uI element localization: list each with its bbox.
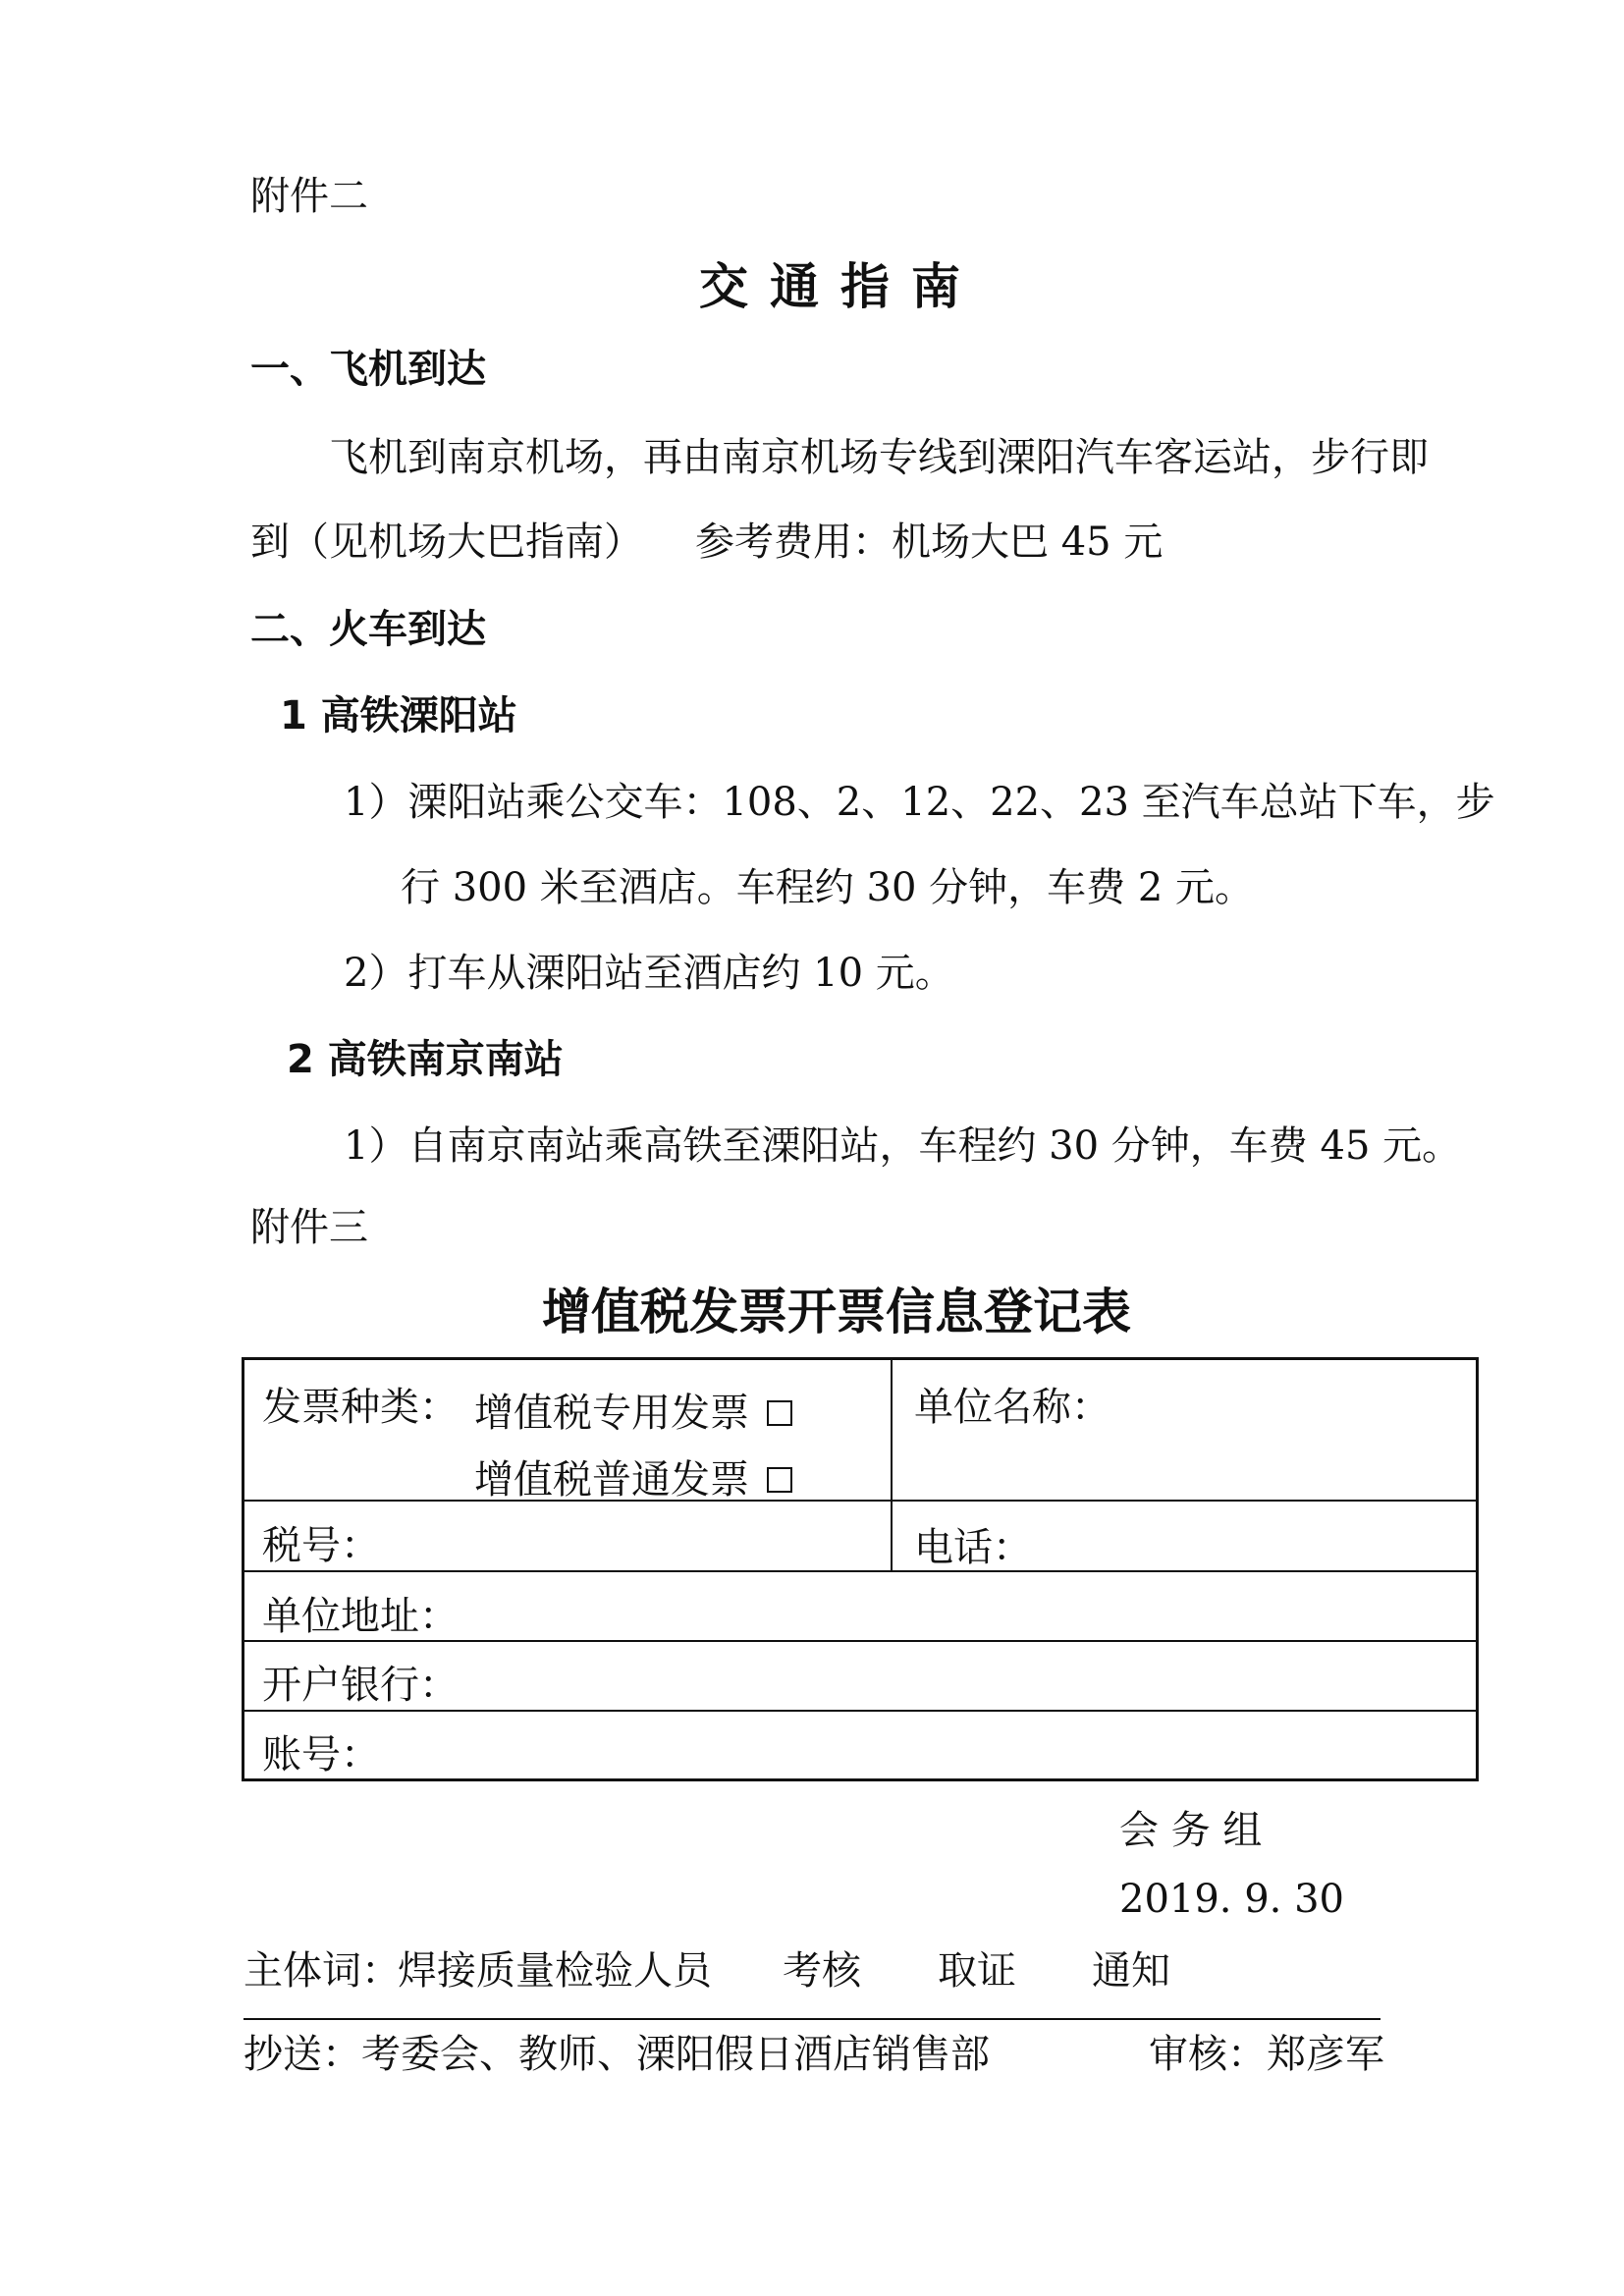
account-label: 账号： xyxy=(262,1732,380,1777)
liyang-item1-line2: 行 300 米至酒店。车程约 30 分钟，车费 2 元。 xyxy=(401,865,1254,910)
footer-divider xyxy=(244,2018,1380,2020)
signoff-org: 会 务 组 xyxy=(1119,1808,1263,1853)
section-heading-plane: 一、飞机到达 xyxy=(250,347,486,392)
invoice-option-special-label: 增值税专用发票 xyxy=(474,1391,749,1436)
keyword-item: 焊接质量检验人员 xyxy=(398,1948,712,1994)
invoice-info-table xyxy=(242,1357,1479,1781)
invoice-type-label: 发票种类： xyxy=(262,1385,459,1430)
plane-text-line2a: 到（见机场大巴指南） xyxy=(250,519,643,565)
attachment-label-2: 附件二 xyxy=(250,174,368,219)
subsection-heading-nanjingnan: 2 高铁南京南站 xyxy=(287,1037,564,1082)
section-heading-train: 二、火车到达 xyxy=(250,607,486,652)
table-row-divider xyxy=(244,1710,1476,1712)
page-title: 交通指南 xyxy=(699,257,982,315)
form-title: 增值税发票开票信息登记表 xyxy=(542,1284,1131,1340)
phone-label: 电话： xyxy=(914,1525,1032,1570)
table-row-divider xyxy=(244,1570,1476,1572)
keyword-item: 通知 xyxy=(1092,1948,1170,1994)
company-name-label: 单位名称： xyxy=(914,1385,1110,1430)
bank-label: 开户银行： xyxy=(262,1663,459,1708)
cc-line: 抄送：考委会、教师、溧阳假日酒店销售部 xyxy=(244,2032,990,2077)
table-row-divider xyxy=(244,1500,1476,1502)
invoice-option-special[interactable] xyxy=(474,1382,792,1438)
normal-invoice-checkbox[interactable] xyxy=(767,1467,792,1493)
attachment-label-3: 附件三 xyxy=(250,1205,368,1250)
invoice-option-normal[interactable] xyxy=(474,1449,792,1504)
signoff-date: 2019. 9. 30 xyxy=(1119,1877,1345,1922)
special-invoice-checkbox[interactable] xyxy=(767,1400,792,1426)
plane-text-line1: 飞机到南京机场，再由南京机场专线到溧阳汽车客运站，步行即 xyxy=(329,435,1429,480)
nanjingnan-item1: 1）自南京南站乘高铁至溧阳站，车程约 30 分钟，车费 45 元。 xyxy=(344,1123,1462,1169)
liyang-item2: 2）打车从溧阳站至酒店约 10 元。 xyxy=(344,951,954,996)
keywords-label: 主体词： xyxy=(244,1948,401,1994)
keyword-item: 取证 xyxy=(938,1948,1016,1994)
plane-text-fee: 参考费用：机场大巴 45 元 xyxy=(695,519,1164,565)
invoice-option-normal-label: 增值税普通发票 xyxy=(474,1457,749,1503)
address-label: 单位地址： xyxy=(262,1594,459,1639)
tax-id-label: 税号： xyxy=(262,1523,380,1568)
reviewer: 审核：郑彦军 xyxy=(1149,2032,1384,2077)
table-column-divider xyxy=(891,1360,893,1570)
liyang-item1-line1: 1）溧阳站乘公交车：108、2、12、22、23 至汽车总站下车，步 xyxy=(344,780,1495,825)
keyword-item: 考核 xyxy=(783,1948,861,1994)
subsection-heading-liyang: 1 高铁溧阳站 xyxy=(280,693,517,738)
